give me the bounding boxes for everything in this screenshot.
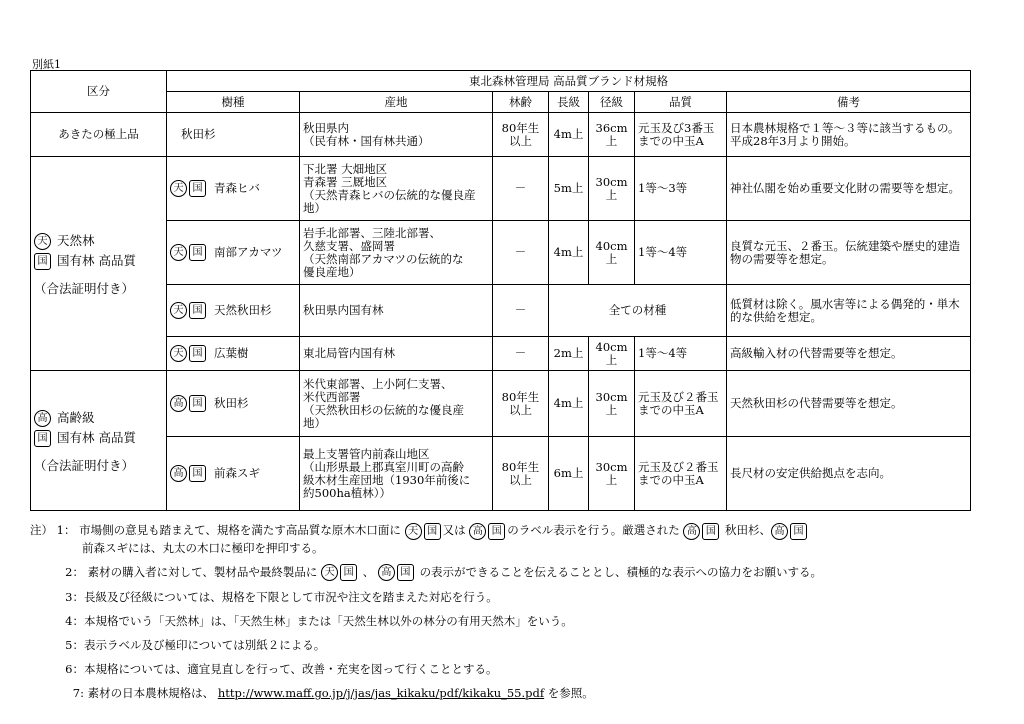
quality-line: 元玉及び２番玉 — [638, 459, 719, 474]
koku-mark-icon: 国 — [34, 253, 51, 270]
species-cell — [167, 221, 300, 285]
note-4 — [30, 613, 990, 629]
kubun-header: 区分 — [31, 71, 167, 113]
species-name: 青森ヒバ — [214, 181, 260, 195]
diameter-cell: 30cm上 — [589, 437, 635, 511]
koku-mark-icon: 国 — [189, 395, 206, 412]
age-line: 80年生 — [501, 389, 540, 404]
remarks-cell: 日本農林規格で１等～３等に該当するもの。平成28年3月より開始。 — [727, 113, 971, 157]
note-text: 、 — [362, 564, 375, 579]
category-akita: あきたの極上品 — [31, 113, 167, 157]
quality-cell — [635, 113, 727, 157]
origin-cell — [300, 113, 493, 157]
species-name: 南部アカマツ — [214, 245, 283, 259]
all-species-cell: 全ての材種 — [549, 285, 727, 337]
quality-cell: 1等～4等 — [635, 337, 727, 371]
note-text: の表示ができることを伝えることとし、積極的な表示への協力をお願いする。 — [419, 564, 823, 579]
note-number: 4： — [65, 614, 84, 628]
jas-link[interactable]: http://www.maff.go.jp/j/jas/jas_kikaku/pdf/kikaku_55.pdf — [217, 686, 545, 700]
ten-mark-icon: 天 — [34, 233, 51, 250]
notes-prefix: 注） — [30, 523, 53, 537]
quality-line: までの中玉A — [638, 402, 704, 417]
quality-line: 元玉及び3番玉 — [638, 120, 715, 135]
brand-spec-table — [30, 70, 971, 511]
remarks-cell: 良質な元玉、２番玉。伝統建築や歴史的建造物の需要等を想定。 — [727, 221, 971, 285]
length-cell: 4m上 — [549, 221, 589, 285]
note-2 — [30, 564, 990, 582]
species-name: 前森スギ — [214, 466, 260, 480]
remarks-cell: 天然秋田杉の代替需要等を想定。 — [727, 371, 971, 437]
origin-line: （天然南部アカマツの伝統的な — [303, 251, 464, 266]
length-cell: 4m上 — [549, 371, 589, 437]
age-line: 80年生 — [501, 120, 540, 135]
note-text: 前森スギには、丸太の木口に極印を押印する。 — [82, 540, 324, 555]
koku-mark-icon: 国 — [189, 345, 206, 362]
koku-mark-icon: 国 — [34, 430, 51, 447]
category-line: 天然林 — [56, 232, 95, 248]
diameter-cell: 36cm上 — [589, 113, 635, 157]
header-quality: 品質 — [635, 92, 727, 113]
header-remarks: 備考 — [727, 92, 971, 113]
remarks-cell: 低質材は除く。風水害等による偶発的・単木的な供給を想定。 — [727, 285, 971, 337]
header-age: 林齢 — [493, 92, 549, 113]
origin-cell — [300, 437, 493, 511]
table-row — [31, 337, 971, 371]
origin-line: 地） — [303, 200, 326, 215]
species-name: 天然秋田杉 — [214, 303, 272, 317]
note-text: 素材の日本農林規格は、 — [87, 686, 215, 700]
age-line: 80年生 — [501, 459, 540, 474]
species-name: 広葉樹 — [214, 346, 249, 360]
species-cell: 秋田杉 — [167, 113, 300, 157]
length-cell: 6m上 — [549, 437, 589, 511]
species-cell — [167, 285, 300, 337]
ko-mark-icon: 高 — [170, 465, 187, 482]
age-line: 以上 — [509, 402, 532, 417]
origin-line: 米代西部署 — [303, 389, 361, 404]
length-cell: 2m上 — [549, 337, 589, 371]
notes-section — [30, 522, 990, 709]
origin-cell — [300, 221, 493, 285]
note-number: 3： — [65, 590, 84, 604]
quality-line: 元玉及び２番玉 — [638, 389, 719, 404]
note-text: のラベル表示を行う。厳選された — [507, 523, 680, 537]
table-row — [31, 113, 971, 157]
quality-line: までの中玉A — [638, 472, 704, 487]
remarks-cell: 神社仏閣を始め重要文化財の需要等を想定。 — [727, 157, 971, 221]
note-text: 長級及び径級については、規格を下限として市況や注文を踏まえた対応を行う。 — [84, 590, 498, 604]
origin-line: 級木材生産団地（1930年前後に — [303, 472, 471, 487]
koku-mark-icon: 国 — [189, 244, 206, 261]
note-text: を参照。 — [547, 686, 594, 700]
origin-line: 米代東部署、上小阿仁支署、 — [303, 376, 453, 391]
note-text: 素材の購入者に対して、製材品や最終製品に — [87, 564, 318, 579]
age-line: 以上 — [509, 133, 532, 148]
age-cell — [493, 437, 549, 511]
note-3 — [30, 589, 990, 605]
note-text: 本規格については、適宜見直しを行って、改善・充実を図って行くこととする。 — [84, 662, 498, 676]
table-row — [31, 157, 971, 221]
age-cell: － — [493, 337, 549, 371]
age-cell: － — [493, 221, 549, 285]
ko-mark-icon: 高 — [683, 523, 700, 540]
category-line: （合法証明付き） — [34, 457, 135, 473]
remarks-cell: 高級輸入材の代替需要等を想定。 — [727, 337, 971, 371]
note-text: 本規格でいう「天然林」は、「天然生林」または「天然生林以外の林分の有用天然木」をいう。 — [84, 614, 573, 628]
age-cell — [493, 371, 549, 437]
koku-mark-icon: 国 — [790, 523, 807, 540]
age-cell: － — [493, 285, 549, 337]
quality-line: までの中玉A — [638, 133, 704, 148]
origin-line: （民有林・国有林共通） — [303, 133, 430, 148]
origin-cell — [300, 157, 493, 221]
category-line: 国有林 高品質 — [56, 429, 136, 445]
koku-mark-icon: 国 — [189, 180, 206, 197]
origin-cell: 東北局管内国有林 — [300, 337, 493, 371]
remarks-cell: 長尺材の安定供給拠点を志向。 — [727, 437, 971, 511]
ko-mark-icon: 高 — [469, 523, 486, 540]
note-5 — [30, 637, 990, 653]
quality-cell: 1等～3等 — [635, 157, 727, 221]
note-number: 1： — [56, 523, 76, 537]
species-name: 秋田杉 — [214, 396, 249, 410]
origin-line: 岩手北部署、三陸北部署、 — [303, 225, 441, 240]
age-cell — [493, 113, 549, 157]
note-text: 表示ラベル及び極印については別紙２による。 — [84, 638, 326, 652]
length-cell: 5m上 — [549, 157, 589, 221]
diameter-cell: 40cm上 — [589, 337, 635, 371]
category-old — [31, 371, 167, 511]
ten-mark-icon: 天 — [405, 523, 422, 540]
category-natural — [31, 157, 167, 371]
ten-mark-icon: 天 — [170, 345, 187, 362]
origin-line: （山形県最上郡真室川町の高齢 — [303, 459, 464, 474]
koku-mark-icon: 国 — [424, 523, 441, 540]
note-text: 又は — [442, 523, 466, 537]
ten-mark-icon: 天 — [170, 180, 187, 197]
diameter-cell: 40cm上 — [589, 221, 635, 285]
quality-cell — [635, 437, 727, 511]
table-header-row-2 — [31, 92, 971, 113]
header-length: 長級 — [549, 92, 589, 113]
ten-mark-icon: 天 — [170, 244, 187, 261]
category-line: 高齢級 — [56, 409, 95, 425]
table-row — [31, 285, 971, 337]
origin-line: 久慈支署、盛岡署 — [303, 238, 395, 253]
origin-cell — [300, 371, 493, 437]
origin-line: 下北署 大畑地区 — [303, 161, 388, 176]
age-cell: － — [493, 157, 549, 221]
note-number: 6： — [65, 662, 84, 676]
koku-mark-icon: 国 — [488, 523, 505, 540]
ko-mark-icon: 高 — [34, 410, 51, 427]
koku-mark-icon: 国 — [702, 523, 719, 540]
category-line: （合法証明付き） — [34, 280, 135, 296]
table-title: 東北森林管理局 高品質ブランド材規格 — [167, 71, 971, 92]
origin-line: 優良産地） — [303, 264, 361, 279]
category-line: 国有林 高品質 — [56, 252, 136, 268]
note-number: 2： — [65, 564, 84, 579]
table-row — [31, 437, 971, 511]
page-label: 別紙1 — [32, 58, 61, 71]
table-header-row-1 — [31, 71, 971, 92]
ten-mark-icon: 天 — [321, 564, 338, 581]
ko-mark-icon: 高 — [378, 564, 395, 581]
table-row — [31, 371, 971, 437]
note-6 — [30, 661, 990, 677]
koku-mark-icon: 国 — [189, 302, 206, 319]
header-origin: 産地 — [300, 92, 493, 113]
origin-line: 約500ha植林）） — [303, 485, 391, 500]
origin-cell: 秋田県内国有林 — [300, 285, 493, 337]
note-7 — [30, 685, 990, 701]
diameter-cell: 30cm上 — [589, 157, 635, 221]
species-cell — [167, 371, 300, 437]
note-text: 秋田杉、 — [725, 523, 772, 537]
origin-line: （天然青森ヒバの伝統的な優良産 — [303, 187, 476, 202]
table-row — [31, 221, 971, 285]
header-species: 樹種 — [167, 92, 300, 113]
note-number: 7: — [72, 686, 84, 700]
species-cell — [167, 157, 300, 221]
note-number: 5： — [65, 638, 84, 652]
origin-line: 最上支署管内前森山地区 — [303, 446, 430, 461]
koku-mark-icon: 国 — [397, 564, 414, 581]
species-cell — [167, 437, 300, 511]
origin-line: 青森署 三厩地区 — [303, 174, 388, 189]
note-1 — [30, 522, 990, 556]
origin-line: （天然秋田杉の伝統的な優良産 — [303, 402, 464, 417]
ko-mark-icon: 高 — [170, 395, 187, 412]
koku-mark-icon: 国 — [189, 465, 206, 482]
species-cell — [167, 337, 300, 371]
origin-line: 地） — [303, 415, 326, 430]
age-line: 以上 — [509, 472, 532, 487]
ko-mark-icon: 高 — [771, 523, 788, 540]
ten-mark-icon: 天 — [170, 302, 187, 319]
quality-cell — [635, 371, 727, 437]
diameter-cell: 30cm上 — [589, 371, 635, 437]
quality-cell: 1等～4等 — [635, 221, 727, 285]
length-cell: 4m上 — [549, 113, 589, 157]
header-diameter: 径級 — [589, 92, 635, 113]
koku-mark-icon: 国 — [340, 564, 357, 581]
origin-line: 秋田県内 — [303, 120, 349, 135]
note-text: 市場側の意見も踏まえて、規格を満たす高品質な原木木口面に — [79, 523, 401, 537]
